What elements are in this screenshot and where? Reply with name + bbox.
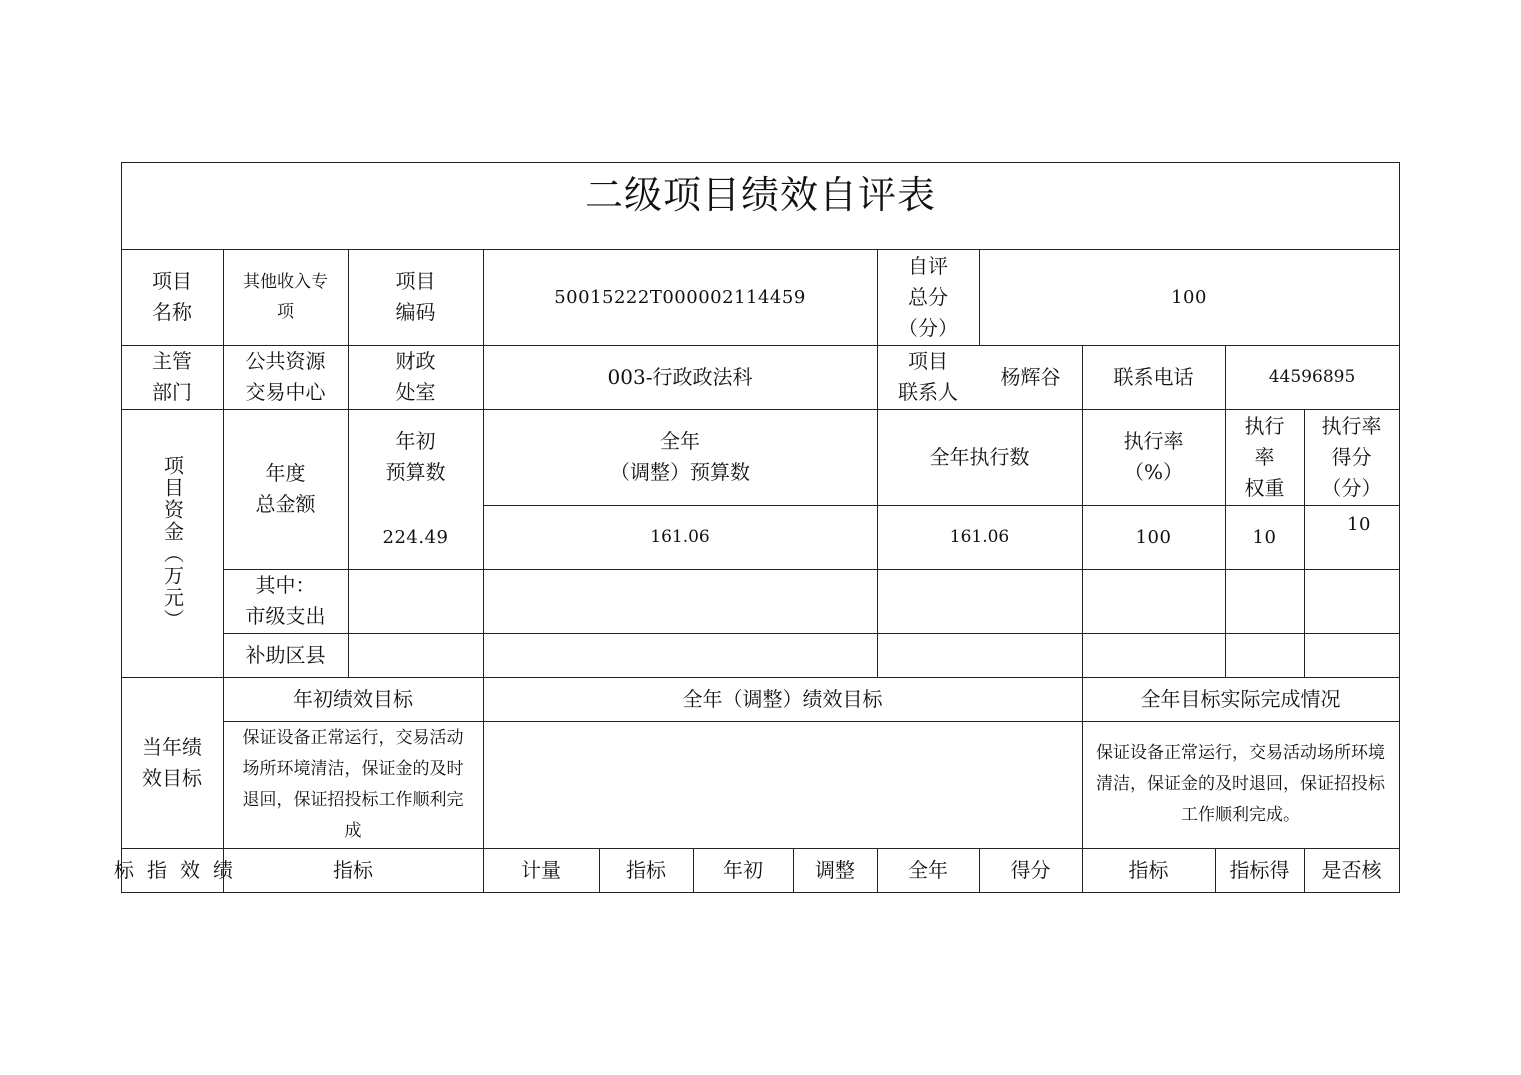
- weight-value: 10: [1252, 526, 1277, 548]
- annual-total-label: 年度 总金额: [255, 461, 316, 516]
- adjust-header: 调整: [815, 857, 855, 882]
- finance-office-label: 财政 处室: [395, 349, 436, 404]
- actual-completion-header: 全年目标实际完成情况: [1140, 686, 1341, 711]
- project-code-value: 50015222T000002114459: [554, 286, 806, 308]
- unit-header: 计量: [521, 857, 561, 882]
- actual-completion-text: 保证设备正常运行，交易活动场所环境清洁，保证金的及时退回，保证招投标工作顺利完成。: [1096, 743, 1385, 825]
- indicator-header-3: 指标: [1128, 857, 1169, 882]
- adjusted-budget-label: 全年 （调整）预算数: [610, 429, 750, 484]
- adjusted-budget-value: 161.06: [650, 527, 710, 547]
- adjusted-goal-header: 全年（调整）绩效目标: [682, 686, 883, 711]
- dept-label: 主管 部门: [152, 349, 192, 404]
- contact-value: 杨辉谷: [1000, 364, 1061, 389]
- indicator-side-label: [114, 848, 246, 892]
- project-name-value: 其他收入专 项: [243, 272, 328, 322]
- self-score-label: 自评 总分 （分）: [898, 253, 958, 340]
- initial-header: 年初: [723, 857, 763, 882]
- rate-value: 100: [1135, 526, 1172, 548]
- rate-score-label: 执行率 得分 （分）: [1321, 413, 1382, 500]
- performance-table: [114, 162, 1400, 893]
- self-score-value: 100: [1171, 286, 1207, 308]
- city-expense-label: 其中： 市级支出: [245, 573, 326, 628]
- goals-side-label: 当年绩 效目标: [142, 734, 202, 790]
- dept-value: 公共资源 交易中心: [245, 349, 326, 404]
- weight-label: 执行 率 权重: [1244, 413, 1285, 500]
- initial-goal-text: 保证设备正常运行，交易活动场所环境清洁，保证金的及时退回，保证招投标工作顺利完成: [242, 727, 464, 841]
- annual-header: 全年: [908, 857, 948, 882]
- indicator-header: 指标: [333, 857, 373, 882]
- verified-header: 是否核: [1321, 857, 1382, 882]
- county-subsidy-label: 补助区县: [245, 642, 326, 667]
- project-code-label: 项目 编码: [395, 269, 436, 324]
- initial-goal-header: 年初绩效目标: [293, 686, 413, 711]
- rule: [121, 892, 1400, 893]
- rate-label: 执行率 （%）: [1123, 429, 1184, 484]
- rate-score-value: 10: [1347, 514, 1371, 535]
- funds-side-label: 项目资金（万元）: [160, 455, 185, 631]
- page-title: 二级项目绩效自评表: [584, 172, 936, 217]
- executed-label: 全年执行数: [929, 444, 1030, 469]
- initial-budget-value: 224.49: [382, 526, 449, 548]
- rule: [223, 633, 1400, 634]
- rule: [1399, 162, 1400, 893]
- indicator-header-2: 指标: [626, 857, 666, 882]
- rule: [223, 569, 1400, 570]
- phone-label: 联系电话: [1113, 364, 1194, 389]
- indicator-score-header: 指标得: [1229, 857, 1290, 882]
- finance-office-value: 003-行政政法科: [607, 364, 753, 389]
- initial-budget-label: 年初 预算数: [385, 429, 446, 484]
- contact-label: 项目 联系人: [898, 349, 958, 404]
- indicator-side-text: 绩效指标: [114, 857, 246, 882]
- phone-value: 44596895: [1268, 367, 1356, 387]
- executed-value: 161.06: [949, 527, 1010, 547]
- score-header: 得分: [1010, 857, 1051, 882]
- project-name-label: 项目 名称: [152, 269, 192, 324]
